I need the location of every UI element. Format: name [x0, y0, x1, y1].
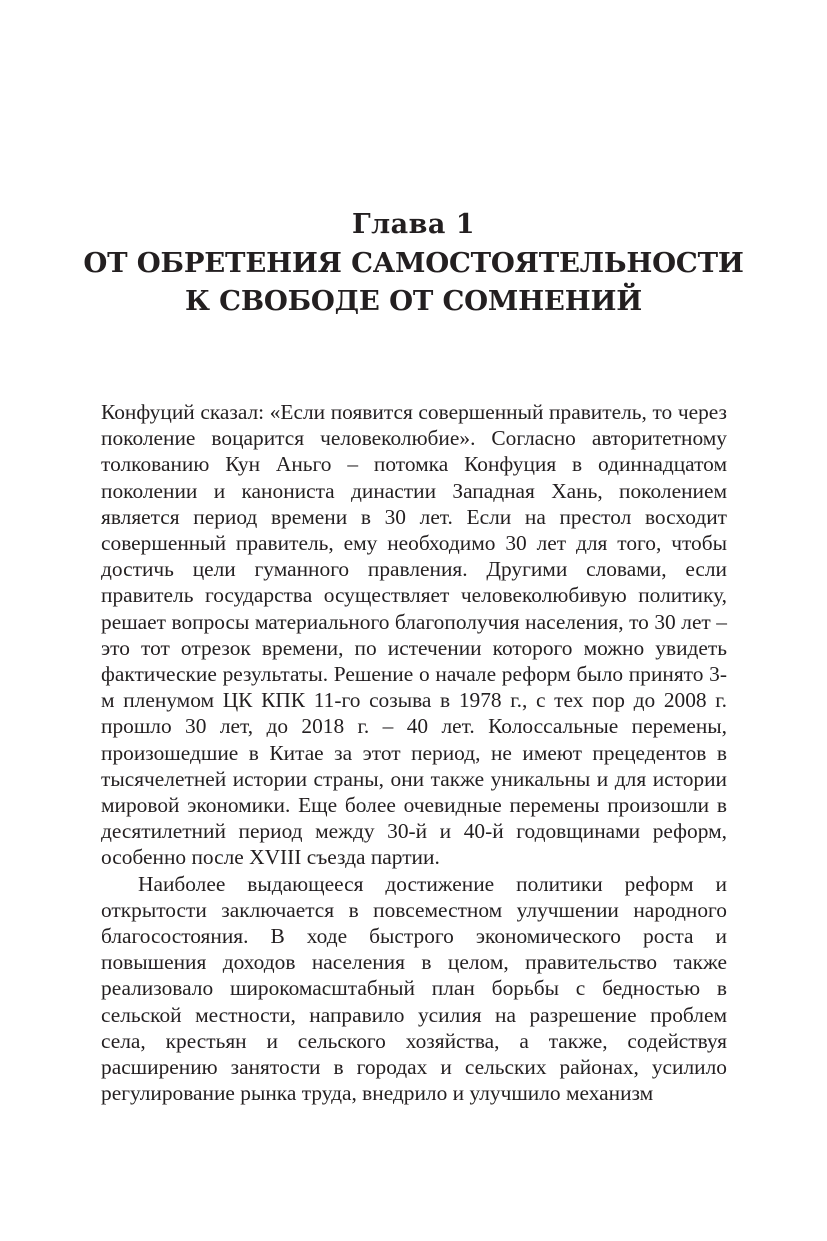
paragraph-2: Наиболее выдающееся достижение политики реформ и открытости заключается в повсеместном улучшении народного благосостояния. В ходе быстрого экономического роста и повышения доходов населения в целом, правительство также реализовало широкомасштабный план борьбы с бедностью в сельской местности, направило усилия на разрешение проблем села, крестьян и сельского хозяйства, а также, содействуя расширению занятости в городах и сельских районах, усилило регулирование рынка труда, внедрило и улучшило механизм	[101, 871, 727, 1106]
chapter-title-line-2: К СВОБОДЕ ОТ СОМНЕНИЙ	[184, 285, 643, 317]
body-text	[101, 399, 727, 1106]
chapter-title-line-1: ОТ ОБРЕТЕНИЯ САМОСТОЯТЕЛЬНОСТИ	[83, 247, 744, 279]
paragraph-1: Конфуций сказал: «Если появится совершенный правитель, то через поколение воцарится человеколюбие». Согласно авторитетному толкованию Кун Аньго – потомка Конфуция в одиннадцатом поколении и канониста династии Западная Хань, поколением является период времени в 30 лет. Если на престол восходит совершенный правитель, ему необходимо 30 лет для того, чтобы достичь цели гуманного правления. Другими словами, если правитель государства осуществляет человеколюбивую политику, решает вопросы материального благополучия населения, то 30 лет – это тот отрезок времени, по истечении которого можно увидеть фактические результаты. Решение о начале реформ было принято 3-м пленумом ЦК КПК 11-го созыва в 1978 г., с тех пор до 2008 г. прошло 30 лет, до 2018 г. – 40 лет. Колоссальные перемены, произошедшие в Китае за этот период, не имеют прецедентов в тысячелетней истории страны, они также уникальны и для истории мировой экономики. Еще более очевидные перемены произошли в десятилетний период между 30-й и 40-й годовщинами реформ, особенно после XVIII съезда партии.	[101, 400, 727, 870]
chapter-label: Глава 1	[351, 209, 476, 240]
chapter-heading	[0, 206, 827, 320]
